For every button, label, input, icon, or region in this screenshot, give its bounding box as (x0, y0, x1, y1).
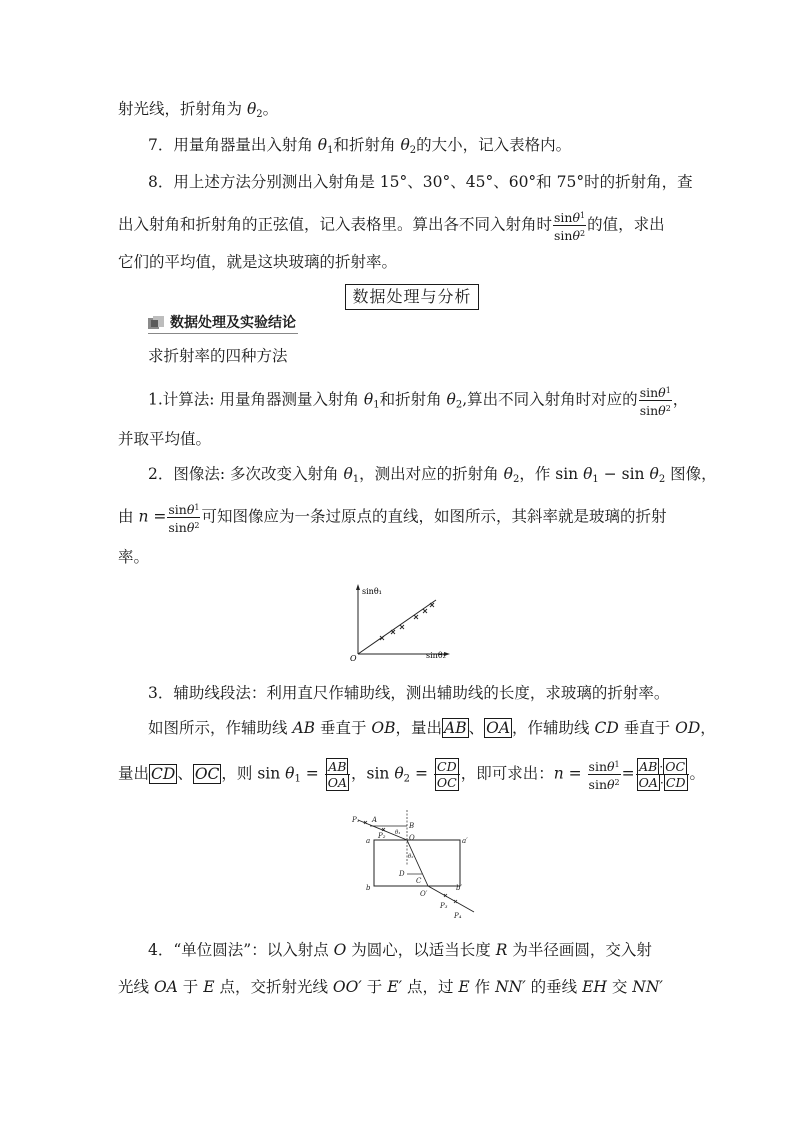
label-b-right: b′ (456, 884, 463, 892)
sin-ratio-fraction-3: $\frac{\sin\theta^1}{\sin\theta^2}$ (168, 502, 200, 535)
method-1-line2: 并取平均值。 (118, 430, 212, 448)
subhead-title: 数据处理及实验结论 (170, 315, 296, 331)
methods-intro: 求折射率的四种方法 (148, 347, 288, 365)
label-theta1: θ₁ (395, 830, 401, 836)
subhead-square-icon (148, 316, 164, 330)
section-title: 数据处理与分析 (345, 284, 479, 310)
fit-line (358, 600, 436, 654)
x-axis-label: sinθ₂ (426, 651, 446, 660)
sin2-fraction: $\frac{CD}{OC}$ (434, 759, 460, 790)
label-p2: P₂ (378, 832, 386, 840)
label-a: A (372, 816, 378, 824)
sin-graph (340, 582, 460, 662)
label-theta2: θ₂ (408, 854, 414, 860)
data-point (414, 615, 418, 619)
method-2-line1: 2．图像法: 多次改变入射角 $\theta_1$，测出对应的折射角 $\theta_2$，作 $\sin \theta_1 - \sin \theta_2$ 图像， (148, 465, 717, 485)
label-a-right: a′ (462, 837, 468, 845)
label-d: D (399, 870, 405, 878)
sub-2: 2 (409, 145, 417, 156)
data-point (430, 603, 434, 607)
method-2-line3: 率。 (118, 548, 150, 566)
n-fraction: $\frac{\sin\theta^1}{\sin\theta^2}$ (588, 759, 620, 792)
label-p1: P₁ (352, 816, 360, 824)
sin1-fraction: $\frac{AB}{OA}$ (325, 759, 350, 790)
theta-symbol: θ (246, 100, 257, 118)
label-c: C (416, 877, 422, 885)
emergent-ray (428, 886, 474, 912)
m2-text: 可知图像应为一条过原点的直线，如图所示，其斜率就是玻璃的折射 (201, 507, 667, 526)
paragraph-8-line2 (118, 208, 665, 243)
y-axis-label: sinθ₁ (362, 587, 382, 596)
segment-OA: OA (486, 719, 511, 737)
paragraph-8-line1: 8．用上述方法分别测出入射角是 15°、30°、45°、60°和 75°时的折射角，查 (148, 173, 693, 191)
sin-ratio-fraction-2: $\frac{\sin\theta^1}{\sin\theta^2}$ (639, 385, 671, 418)
label-o-prime: O′ (420, 890, 428, 898)
label-p4: P₄ (454, 912, 462, 920)
n-result-fraction: $\frac{AB \cdot OC}{OA \cdot CD}$ (636, 759, 689, 790)
p8-text-2: 的值，求出 (587, 215, 665, 234)
p8-text: 出入射角和折射角的正弦值，记入表格里。算出各不同入射角时 (118, 215, 553, 234)
method-3-line3: 量出 CD 、 OC ，则 $\sin \theta_1$ = $\frac{AB}{OA}$ ，$\sin \theta_2$ = $\frac{CD}{OC}$ ，即可求出：n = $\frac{\sin\theta^1}{\sin\theta^2}$ = $\frac{AB \cdot OC}{OA \cdot CD}$ 。 (118, 759, 706, 792)
method-3-line1: 3．辅助线段法：利用直尺作辅助线，测出辅助线的长度，求玻璃的折射率。 (148, 684, 670, 702)
method-1-line1: 1.计算法: 用量角器测量入射角 $\theta_1$和折射角 $\theta_2$,算出不同入射角时对应的 $\frac{\sin\theta^1}{\sin\theta^2}$ ， (148, 385, 689, 418)
method-4-line1: 4．“单位圆法”：以入射点 O 为圆心，以适当长度 R 为半径画圆，交入射 (148, 941, 652, 959)
y-axis-arrow (356, 584, 360, 590)
label-b-left: b (366, 884, 371, 892)
refraction-diagram (350, 808, 480, 920)
label-p3: P₃ (440, 902, 448, 910)
paragraph-8-line3: 它们的平均值，就是这块玻璃的折射率。 (118, 253, 398, 271)
label-o: O (409, 834, 415, 842)
pin-mark (454, 900, 457, 903)
origin-label: O (350, 654, 357, 662)
sub-1: 1 (327, 145, 334, 156)
label-a-left: a (366, 837, 371, 845)
data-point (423, 609, 427, 613)
data-point (391, 630, 395, 634)
segment-CD: CD (151, 764, 176, 783)
data-point (400, 625, 404, 629)
paragraph-7: 7．用量角器量出入射角 $\theta_1$和折射角 $\theta_2$的大小，记入表格内。 (148, 136, 572, 156)
segment-OC: OC (194, 764, 220, 783)
subhead-underline (148, 333, 298, 334)
segment-AB: AB (444, 719, 467, 737)
sin-ratio-fraction: $\frac{\sin\theta^1}{\sin\theta^2}$ (554, 210, 586, 243)
data-points (380, 603, 434, 640)
method-3-line2: 如图所示，作辅助线 AB 垂直于 OB，量出 AB 、 OA ，作辅助线 CD 垂直于 OD， (148, 719, 716, 737)
paragraph-6-end: 射光线，折射角为 $\theta_2$。 (118, 100, 279, 120)
method-2-line2: 由 n = $\frac{\sin\theta^1}{\sin\theta^2}$ 可知图像应为一条过原点的直线，如图所示，其斜率就是玻璃的折射 (118, 502, 667, 535)
method-4-line2: 光线 OA 于 E 点，交折射光线 OO′ 于 E′ 点，过 E 作 NN′ 的垂线 EH 交 NN′ (118, 978, 663, 996)
label-b: B (409, 822, 415, 830)
